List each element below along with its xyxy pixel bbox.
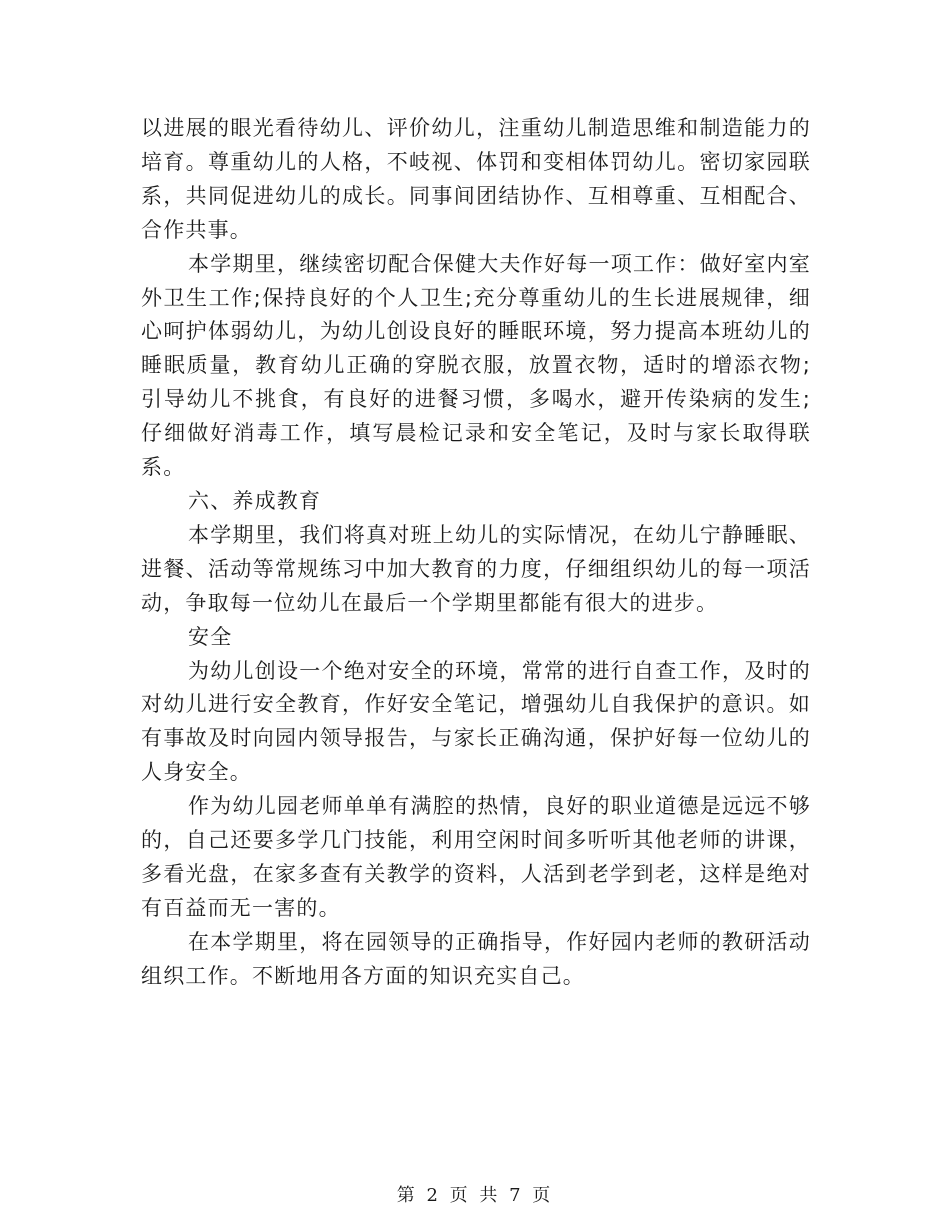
document-body: [141, 112, 811, 994]
paragraph-health-care: 本学期里，继续密切配合保健大夫作好每一项工作：做好室内室外卫生工作;保持良好的个人卫生;充分尊重幼儿的生长进展规律，细心呵护体弱幼儿，为幼儿创设良好的睡眠环境，努力提高本班幼儿的睡眠质量，教育幼儿正确的穿脱衣服，放置衣物，适时的增添衣物;引导幼儿不挑食，有良好的进餐习惯，多喝水，避开传染病的发生;仔细做好消毒工作，填写晨检记录和安全笔记，及时与家长取得联系。: [141, 251, 811, 480]
paragraph-safety: 为幼儿创设一个绝对安全的环境，常常的进行自查工作，及时的对幼儿进行安全教育，作好安全笔记，增强幼儿自我保护的意识。如有事故及时向园内领导报告，与家长正确沟通，保护好每一位幼儿的人身安全。: [141, 658, 811, 785]
section-heading-habit-education: 六、养成教育: [188, 488, 322, 513]
section-heading-safety: 安全: [188, 624, 233, 649]
page-number-footer: 第 2 页 共 7 页: [396, 1185, 554, 1206]
paragraph-continuation: 以进展的眼光看待幼儿、评价幼儿，注重幼儿制造思维和制造能力的培育。尊重幼儿的人格，不岐视、体罚和变相体罚幼儿。密切家园联系，共同促进幼儿的成长。同事间团结协作、互相尊重、互相配合、合作共事。: [141, 116, 811, 242]
paragraph-habit-education: 本学期里，我们将真对班上幼儿的实际情况，在幼儿宁静睡眠、进餐、活动等常规练习中加大教育的力度，仔细组织幼儿的每一项活动，争取每一位幼儿在最后一个学期里都能有很大的进步。: [141, 522, 811, 615]
paragraph-self-study: 作为幼儿园老师单单有满腔的热情，良好的职业道德是远远不够的，自己还要多学几门技能，利用空闲时间多听听其他老师的讲课，多看光盘，在家多查有关教学的资料，人活到老学到老，这样是绝对有百益而无一害的。: [141, 794, 811, 920]
paragraph-research-work: 在本学期里，将在园领导的正确指导，作好园内老师的教研活动组织工作。不断地用各方面的知识充实自己。: [141, 929, 811, 988]
